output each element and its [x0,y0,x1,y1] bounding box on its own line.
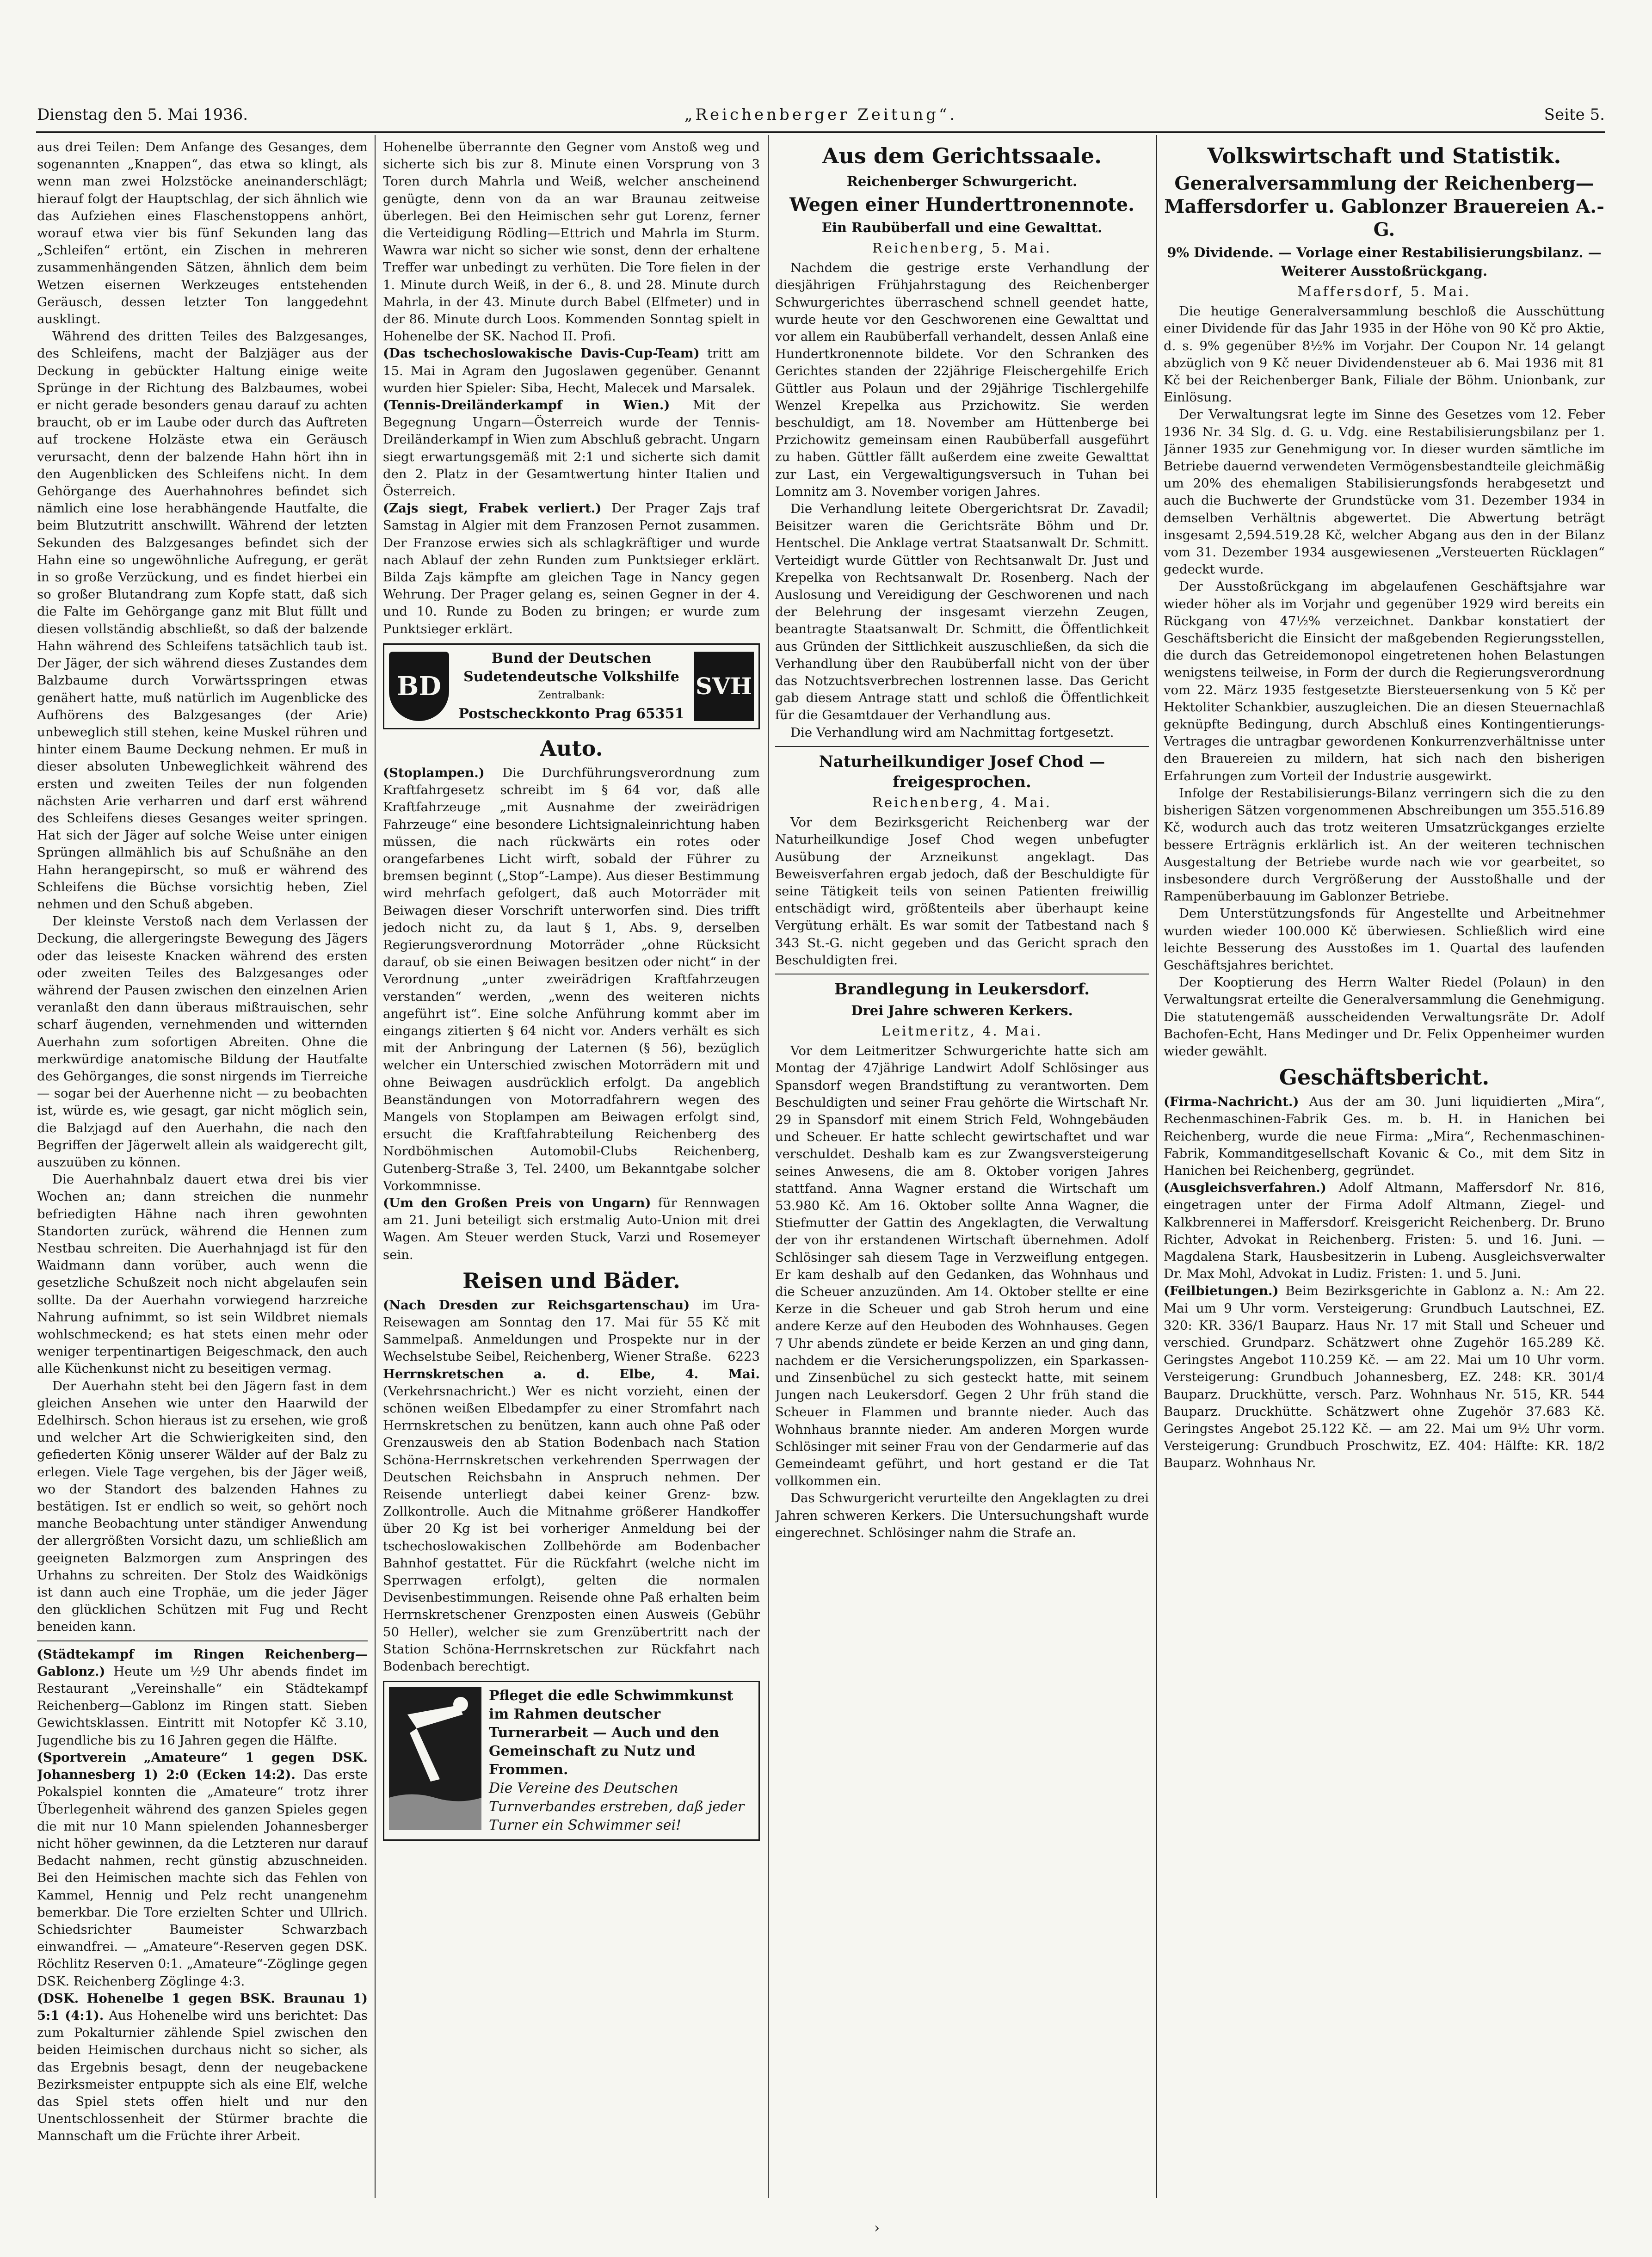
column-4 [1164,139,1605,2183]
section-title-auto: Auto. [540,735,603,761]
news-item [383,345,760,397]
news-item-text: tritt am 15. Mai in Agram den Jugoslawen gegenüber. Genannt wurden hier Spieler: Siba, Hecht, Malecek und Marsalek. [383,346,760,395]
ad-line: Sudetendeutsche Volkshilfe [463,668,679,685]
subheading: Drei Jahre schweren Kerkers. [851,1002,1073,1018]
header-page-number: Seite 5. [1544,105,1605,124]
section-title-business-report: Geschäftsbericht. [1279,1065,1490,1090]
news-item [383,1297,760,1366]
ad-line: Pfleget die edle Schwimmkunst [489,1688,734,1704]
article-headline: Generalversammlung der Reichenberg—Maffersdorfer u. Gablonzer Brauereien A.-G. [1164,173,1604,240]
article-paragraph: Der kleinste Verstoß nach dem Verlassen der Deckung, die allergeringste Bewegung des Jägers oder das leiseste Knacken während des ersten oder zweiten Teiles des Balzgesanges oder während der Pausen zwischen den einzelnen Arien veranlaßt den dann überaus mißtrauischen, sehr scharf äugenden, vernehmenden und witternden Auerhahn zum sofortigen Abreiten. Ohne die merkwürdige anatomische Bildung der Hautfalte des Gehörganges, die sonst nirgends im Tierreiche — sogar bei der Auerhenne nicht — zu beobachten ist, würde es, wie gesagt, gar nicht möglich sein, die Balzjagd auf den Auerhahn, die nach den Begriffen der Jägerwelt allein als waidgerecht gilt, auszuüben zu können. [37,914,368,1170]
column-2 [383,139,760,2183]
column-rule [375,135,376,2198]
column-rule [1156,135,1157,2198]
news-item [37,1990,368,2145]
ad-code: 6223 [727,1349,760,1364]
section-rule [775,746,1149,747]
section-rule [37,1640,368,1641]
article-paragraph: Der Ausstoßrückgang im abgelaufenen Geschäftsjahre war wieder höher als im Vorjahr und gegenüber 1929 wird bereits ein Rückgang von 47½% verzeichnet. Dankbar konstatiert der Geschäftsbericht die Einsicht der maßgebenden Regierungsstellen, die durch das Getreidemonopol eingetretenen hohen Belastungen wenigstens teilweise, in Form der durch die Regierungsverordnung vom 22. März 1935 festgesetzte Biersteuersenkung von 5 Kč per Hektoliter Schankbier, auszugleichen. Die an diesen Steuernachlaß geknüpfte Bedingung, durch Abschluß eines Kontingentierungs-Vertrages die untragbar gewordenen Konkurrenzverhältnisse unter den Brauereien zu mildern, hat sich nach den bisherigen Erfahrungen zum Vorteil der Industrie ausgewirkt. [1164,579,1605,783]
article-headline: Naturheilkundiger Josef Chod — freigesprochen. [819,752,1105,791]
article-paragraph: Die Auerhahnbalz dauert etwa drei bis vier Wochen an; dann streichen die nunmehr befriedigten Hähne nach ihren gewohnten Standorten zurück, während die Hennen zum Nestbau schreiten. Die Auerhahnjagd ist für den Waidmann dann vorüber, auch wenn die gesetzliche Schußzeit noch nicht abgelaufen sein sollte. Da der Auerhahn vorwiegend harzreiche Nahrung aufnimmt, so ist sein Wildbret niemals wohlschmeckend; es hat stets einen mehr oder weniger terpentinartigen Beigeschmack, den auch alle Küchenkunst nicht zu beseitigen vermag. [37,1172,368,1376]
article-paragraph: Die Verhandlung wird am Nachmittag fortgesetzt. [790,725,1114,740]
news-item [383,500,760,638]
news-item [37,1749,368,1990]
news-item-head: (DSK. Hohenelbe 1 gegen BSK. Braunau 1) 5:1 (4:1). [37,1991,368,2023]
article-paragraph: Nachdem die gestrige erste Verhandlung der diesjährigen Frühjahrstagung des Reichenberger Schwurgerichtes überraschend schnell geendet hatte, wurde heute vor den Geschworenen eine Gewalttat und vor allem ein Raubüberfall verhandelt, dessen Anlaß eine Hundertkronennote bildete. Vor den Schranken des Gerichtes standen der 22jährige Fleischergehilfe Erich Güttler aus Polaun und der 29jährige Tischlergehilfe Wenzel Krepelka aus Przichowitz. Sie werden beschuldigt, am 18. November am Hüttenberge bei Przichowitz gemeinsam einen Raubüberfall ausgeführt zu haben. Güttler fällt außerdem eine zweite Gewalttat zur Last, ein Vergewaltigungsversuch in Tuhan bei Lomnitz am 3. November vorigen Jahres. [775,260,1149,499]
shield-logo-icon: BD [389,652,449,721]
article-paragraph: Infolge der Restabilisierungs-Bilanz verringern sich die zu den bisherigen Sätzen vorgenommenen Abschreibungen um 355.516.89 Kč, wodurch auch das trotz weiteren Umsatzrückganges erzielte bessere Erträgnis erklärlich ist. An der weiteren technischen Ausgestaltung der Betriebe wurde nach wie vor gearbeitet, so insbesondere durch Vergrößerung der Ausstoßhalle und der Rampenüberbauung im Gablonzer Betriebe. [1164,785,1605,904]
article-paragraph: aus drei Teilen: Dem Anfange des Gesanges, dem sogenannten „Knappen“, das etwa so klingt, als wenn man zwei Holzstöcke aneinanderschlägt; hierauf folgt der Hauptschlag, der sich ähnlich wie das Aufziehen eines Flaschenstoppens anhört, worauf etwa vier bis fünf Sekunden lang das „Schleifen“ ertönt, ein Zischen in mehreren zusammenhängenden Sätzen, ähnlich dem beim Wetzen eisernen Werkzeuges entstehenden Geräusch, dessen letzter Ton langgedehnt ausklingt. [37,140,368,327]
emblem-logo-icon: SVH [694,652,754,721]
dateline: Reichenberg, 5. Mai. [872,240,1052,256]
ad-line: Zentralbank: [538,689,605,701]
article-paragraph: Der Auerhahn steht bei den Jägern fast in dem gleichen Ansehen wie unter den Haarwild der Edelhirsch. Schon hieraus ist zu ersehen, wie groß und welcher Art die Schwierigkeiten sind, den gefiederten König unserer Wälder auf der Balz zu erlegen. Viele Tage vergehen, bis der Jäger weiß, wo der Standort des balzenden Hahnes zu bestätigen. Ist er endlich so weit, so gehört noch manche Beobachtung unter ständiger Anwendung der allergrößten Vorsicht dazu, um schließlich am geeigneten Balzmorgen zum Anspringen des Urhahns zu schreiten. Der Stolz des Waidkönigs ist dann auch eine Trophäe, um die jeder Jäger den glücklichen Schützen mit Fug und Recht beneiden kann. [37,1378,368,1634]
news-item-head: (Sportverein „Amateure“ 1 gegen DSK. Johannesberg 1) 2:0 (Ecken 14:2). [37,1750,368,1782]
news-item-head: (Nach Dresden zur Reichsgartenschau) [383,1297,690,1313]
news-item-head: (Tennis-Dreiländerkampf in Wien.) [383,398,670,413]
article-paragraph: Hohenelbe überrannte den Gegner vom Anstoß weg und sicherte sich bis zur 8. Minute einen Vorsprung von 3 Toren durch Mahrla und Weiß, welcher anscheinend genügte, denn von da an war Braunau zeitweise überlegen. Bei den Heimischen sehr gut Lorenz, ferner die Verteidigung Rödling—Ettrich und Mahrla im Sturm. Wawra war nicht so sicher wie sonst, denn der erhaltene Treffer war unbedingt zu verhüten. Die Tore fielen in der 1. Minute durch Weiß, in der 6., 8. und 28. Minute durch Mahrla, in der 43. Minute durch Babel (Elfmeter) und in der 86. Minute durch Loos. Kommenden Sonntag spielt in Hohenelbe der SK. Nachod II. Profi. [383,140,760,344]
section-title-court: Aus dem Gerichtssaale. [822,143,1102,168]
news-item [1164,1179,1605,1283]
subheading: Reichenberger Schwurgericht. [846,173,1078,189]
article-paragraph: Dem Unterstützungsfonds für Angestellte und Arbeitnehmer wurden wieder 100.000 Kč überwiesen. Schließlich wird eine leichte Besserung des Ausstoßes im 1. Quartal des laufenden Geschäftsjahres berichtet. [1164,906,1605,973]
article-paragraph: Vor dem Leitmeritzer Schwurgerichte hatte sich am Montag der 47jährige Landwirt Adolf Schlösinger aus Spansdorf wegen Brandstiftung zu verantworten. Dem Beschuldigten und seiner Frau gehörte die Wirtschaft Nr. 29 in Spansdorf mit einem Strich Feld, Wohngebäuden und Scheuer. Er hatte schlecht gewirtschaftet und war verschuldet. Deshalb kam es zur Zwangsversteigerung seines Anwesens, die am 8. Oktober vorigen Jahres stattfand. Anna Wagner erstand die Wirtschaft um 53.980 Kč. Am 16. Oktober sollte Anna Wagner, die Stiefmutter der Gattin des Angeklagten, die Verwaltung der von ihr erstandenen Wirtschaft übernehmen. Adolf Schlösinger sah diesem Tage in Verzweiflung entgegen. Er kam deshalb auf den Gedanken, das Wohnhaus und die Scheuer anzuzünden. Am 14. Oktober stellte er eine Kerze in die Scheuer und gab Stroh herum und eine andere Kerze auf den Heuboden des Wohnhauses. Gegen 7 Uhr abends zündete er beide Kerzen an und ging dann, nachdem er die Versicherungspolizzen, ein Sparkassen- und Zinsenbüchel zu sich gesteckt hatte, mit seinem Jungen nach Leukersdorf. Gegen 2 Uhr früh stand die Scheuer in Flammen und brannte nieder. Auch das Wohnhaus brannte nieder. Am anderen Morgen wurde Schlösinger mit seiner Frau von der Gendarmerie auf das Gemeindeamt geführt, und hort gestand er die Tat vollkommen ein. [775,1043,1149,1489]
news-item [383,1366,760,1676]
news-item-text: für Rennwagen am 21. Juni beteiligt sich erstmalig Auto-Union mit drei Wagen. Am Steuer werden Stuck, Varzi und Rosemeyer sein. [383,1195,760,1262]
ad-line: Die Vereine des Deutschen Turnverbandes erstreben, daß jeder Turner ein Schwimmer sei! [489,1780,745,1834]
article-paragraph: Der Verwaltungsrat legte im Sinne des Gesetzes vom 12. Feber 1936 Nr. 34 Slg. d. G. u. Vdg. eine Restabilisierungsbilanz per 1. Jänner 1935 zur Genehmigung vor. In dieser wurden sämtliche im Betriebe dauernd verwendeten Vermögensbestandteile gleichmäßig um 20% des ehemaligen Stabilisierungsfonds herabgesetzt und auch die Buchwerte der Grundstücke vom 31. Dezember 1934 in demselben Verhältnis abgewertet. Die Abwertung beträgt insgesamt 2,594.519.28 Kč, welcher Abgang aus den in der Bilanz vom 31. Dezember 1934 ausgewiesenen „Versteuerten Rücklagen“ gedeckt wurde. [1164,407,1605,577]
subheading: 9% Dividende. — Vorlage einer Restabilisierungsbilanz. — Weiterer Ausstoßrückgang. [1167,245,1602,279]
footer-mark: › [874,2220,880,2236]
news-item-head: Herrnskretschen a. d. Elbe, 4. Mai. [383,1366,760,1381]
news-item-head: (Feilbietungen.) [1164,1283,1279,1299]
news-item [1164,1283,1605,1472]
article-paragraph: Vor dem Bezirksgericht Reichenberg war der Naturheilkundige Josef Chod wegen unbefugter Ausübung der Arzneikunst angeklagt. Das Beweisverfahren ergab jedoch, daß der Beschuldigte für seine Tätigkeit teils von seinen Patienten freiwillig entschädigt wird, größtenteils aber überhaupt keine Vergütung erhält. Es war somit der Tatbestand nach § 343 St.-G. nicht gegeben und das Gericht sprach den Beschuldigten frei. [775,815,1149,968]
news-item [37,1646,368,1749]
article-paragraph: Das Schwurgericht verurteilte den Angeklagten zu drei Jahren schweren Kerkers. Die Untersuchungshaft wurde eingerechnet. Schlösinger nahm die Strafe an. [775,1491,1149,1540]
news-item-text: Der Prager Zajs traf Samstag in Algier mit dem Franzosen Pernot zusammen. Der Franzose erwies sich als schlagkräftiger und wurde nach Ablauf der zehn Runden zum Punktsieger erklärt. Bilda Zajs kämpfte am gleichen Tage in Nancy gegen Wehrung. Der Prager gelang es, seinen Gegner in der 4. und 10. Runde zu Boden zu bringen; er wurde zum Punktsieger erklärt. [383,501,760,636]
dateline: Leitmeritz, 4. Mai. [881,1023,1043,1039]
news-item-text: Heute um ½9 Uhr abends findet im Restaurant „Vereinshalle“ ein Städtekampf Reichenberg—Gablonz im Ringen statt. Sieben Gewichtsklassen. Eintritt mit Notopfer Kč 3.10, Jugendliche bis zu 16 Jahren gegen die Hälfte. [37,1664,368,1748]
news-item-text: Mit der Begegnung Ungarn—Österreich wurde der Tennis-Dreiländerkampf in Wien zum Abschluß gebracht. Ungarn siegt erwartungsgemäß mit 2:1 und sicherte sich damit den 2. Platz in der Gesamtwertung hinter Italien und Österreich. [383,398,760,499]
news-item-text: Aus Hohenelbe wird uns berichtet: Das zum Pokalturnier zählende Spiel zwischen den beiden Heimischen durchaus nicht so sicher, als das Ergebnis besagt, denn der neugebackene Bezirksmeister entpuppte sich als eine Elf, welche das Spiel stets offen hielt und nur den Unentschlossenheit der Stürmer brachte die Mannschaft um die Früchte ihrer Arbeit. [37,2008,368,2144]
news-item [383,1195,760,1264]
article-paragraph: Der Kooptierung des Herrn Walter Riedel (Polaun) in den Verwaltungsrat erteilte die Generalversammlung die Genehmigung. Die statutengemäß ausscheidenden Verwaltungsräte Dr. Adolf Bachofen-Echt, Hans Medinger und Dr. Felix Oppenheimer wurden wieder gewählt. [1164,975,1605,1059]
news-item [383,765,760,1195]
news-item-head: (Zajs siegt, Frabek verliert.) [383,501,602,516]
article-headline: Brandlegung in Leukersdorf. [834,980,1090,999]
news-item-text: im Ura-Reisewagen am Sonntag den 17. Mai für 55 Kč mit Sammelpaß. Anmeldungen und Prospekte nur in der Wechselstube Seibel, Reichenberg, Wiener Straße. [383,1297,760,1364]
header-paper-title: „Reichenberger Zeitung“. [684,105,958,124]
news-item [1164,1093,1605,1179]
section-title-economy: Volkswirtschaft und Statistik. [1207,143,1561,168]
ad-text [489,1687,754,1835]
section-title-travel: Reisen und Bäder. [462,1268,680,1293]
news-item-text: Aus der am 30. Juni liquidierten „Mira“, Rechenmaschinen-Fabrik Ges. m. b. H. in Hanichen bei Reichenberg, wurde die neue Firma: „Mira“, Rechenmaschinen-Fabrik, Kommanditgesellschaft Kovanic & Co., mit dem Sitz in Hanichen bei Reichenberg, gegründet. [1164,1094,1605,1178]
news-item-head: (Ausgleichsverfahren.) [1164,1180,1326,1196]
column-3 [775,139,1149,2183]
ad-text [456,649,686,723]
news-item-text: (Verkehrsnachricht.) Wer es nicht vorzieht, einen der schönen weißen Elbedampfer zu einer Stromfahrt nach Herrnskretschen zu benützen, kann auch ohne Paß oder Grenzausweis den ab Station Bodenbach nach Station Schöna-Herrnskretschen verkehrenden Sperrwagen der Deutschen Reichsbahn in Anspruch nehmen. Der Reisende unterliegt dabei keiner Grenz- bzw. Zollkontrolle. Auch die Mitnahme größerer Handkoffer über 20 Kg ist bei vorheriger Anmeldung bei der tschechoslowakischen Zollbehörde am Bodenbacher Bahnhof gestattet. Für die Rückfahrt (welche nicht im Sperrwagen erfolgt), gelten die normalen Devisenbestimmungen. Reisende ohne Paß erhalten beim Herrnskretschener Grenzposten einen Ausweis (Gebühr 50 Heller), welcher sie zum Grenzübertritt nach der Station Schöna-Herrnskretschen zur Rückfahrt nach Bodenbach berechtigt. [383,1383,760,1674]
article-paragraph: Während des dritten Teiles des Balzgesanges, des Schleifens, macht der Balzjäger aus der Deckung in gebückter Haltung einige weite Sprünge in der Richtung des Balzbaumes, wobei er nicht gerade besonders genau darauf zu achten braucht, ob er im Laube oder durch das Auftreten auf trockene Holzäste etwa ein Geräusch verursacht, denn der balzende Hahn hört ihn in den Augenblicken des Schleifens nicht. In dem Gehörgange des Auerhahnohres befindet sich nämlich eine lose herabhängende Hautfalte, die beim Blutzutritt anschwillt. Während der letzten Sekunden des Balzgesanges befindet sich der Hahn eine so ungewöhnliche Aufregung, er gerät in so große Verzückung, und es findet hierbei ein so großer Blutandrang zum Kopfe statt, daß sich die Falte im Gehörgange ganz mit Blut füllt und diesen vollständig abschließt, so daß der balzende Hahn während des Schleifens tatsächlich taub ist. Der Jäger, der sich während dieses Zustandes dem Balzbaume durch Vorwärtsspringen etwas genähert hatte, muß natürlich im Augenblicke des Aufhörens des Balzgesanges (der Arie) unbeweglich still stehen, keine Muskel rühren und hinter einem Baume Deckung nehmen. Er muß in dieser absoluten Unbeweglichkeit während des ersten und zweiten Teiles der nun folgenden nächsten Arie verharren und darf erst während des Schleifens dieses Gesanges weiter springen. Hat sich der Jäger auf solche Weise unter einigen Sprüngen allmählich bis auf Schußnähe an den Hahn herangepirscht, so muß er während des Schleifens die Büchse vorsichtig heben, Ziel nehmen und den Schuß abgeben. [37,329,368,912]
news-item-head: (Das tschechoslowakische Davis-Cup-Team) [383,346,700,361]
news-item-head: (Um den Großen Preis von Ungarn) [383,1195,651,1210]
news-item-head: (Stoplampen.) [383,765,485,780]
ad-line: Postscheckkonto Prag 65351 [458,705,684,722]
article-headline: Wegen einer Hunderttronennote. [789,194,1135,216]
news-item-head: (Städtekampf im Ringen Reichenberg—Gablonz.) [37,1646,368,1679]
news-item-text: Beim Bezirksgerichte in Gablonz a. N.: Am 22. Mai um 9 Uhr vorm. Versteigerung: Grundbuch Lautschnei, EZ. 320: KR. 336/1 Bauparz. Haus Nr. 17 mit Stall und Scheuer und verschied. Grundparz. Schätzwert ohne Zugehör 165.289 Kč. Geringstes Angebot 110.259 Kč. — am 22. Mai um 10 Uhr vorm. Versteigerung: Grundbuch Johannesberg, EZ. 248: KR. 301/4 Bauparz. Druckhütte, versch. Parz. Wohnhaus Nr. 515, KR. 544 Bauparz. Druckhütte. Schätzwert ohne Zugehör 37.683 Kč. Geringstes Angebot 25.122 Kč. — am 22. Mai um 9½ Uhr vorm. Versteigerung: Grundbuch Proschwitz, EZ. 404: Hälfte: KR. 18/2 Bauparz. Wohnhaus Nr. [1164,1283,1605,1471]
page-header [37,101,1605,129]
subheading: Ein Raubüberfall und eine Gewalttat. [821,220,1103,235]
swimmer-illustration-icon [389,1687,481,1830]
header-date: Dienstag den 5. Mai 1936. [37,105,248,124]
column-rule [768,135,769,2198]
news-item-text: Das erste Pokalspiel konnten die „Amateure“ trotz ihrer Überlegenheit während des ganzen Spieles gegen die mit nur 10 Mann spielenden Johannesberger nicht höher gewinnen, da die Letzteren nur darauf Bedacht nahmen, recht günstig abzuschneiden. Bei den Heimischen machte sich das Fehlen von Kammel, Hennig und Pelz recht unangenehm bemerkbar. Die Tore erzielten Schter und Ullrich. Schiedsrichter Baumeister Schwarzbach einwandfrei. — „Amateure“-Reserven gegen DSK. Röchlitz Reserven 0:1. „Amateure“-Zöglinge gegen DSK. Reichenberg Zöglinge 4:3. [37,1767,368,1989]
dateline: Reichenberg, 4. Mai. [872,794,1052,810]
column-1 [37,139,368,2183]
dateline: Maffersdorf, 5. Mai. [1297,284,1471,299]
advertisement-swimming [383,1681,760,1841]
header-rule [36,131,1605,133]
news-item-head: (Firma-Nachricht.) [1164,1094,1299,1110]
news-item-text: Die Durchführungsverordnung zum Kraftfahrgesetz schreibt im § 64 vor, daß alle Kraftfahrzeuge „mit Ausnahme der zweirädrigen Fahrzeuge“ eine besondere Lichtsignaleinrichtung haben müssen, die nach rückwärts ein rotes oder orangefarbenes Licht wirft, sobald der Führer zu bremsen beginnt („Stop“-Lampe). Aus dieser Bestimmung wird mehrfach gefolgert, daß auch Motorräder mit Beiwagen dieser Vorschrift unterworfen sind. Dies trifft jedoch nicht zu, da laut § 1, Abs. 9, derselben Regierungsverordnung Motorräder „ohne Rücksicht darauf, ob sie einen Beiwagen besitzen oder nicht“ in der Verordnung „unter zweirädrigen Kraftfahrzeugen verstanden“ werden, „wenn des weiteren nichts angeführt ist“. Eine solche Anführung kommt aber im eingangs zitierten § 64 nicht vor. Anders verhält es sich mit der Anbringung der Laternen (§ 56), bezüglich welcher ein Unterschied zwischen Motorrädern mit und ohne Beiwagen ausdrücklich erfolgt. Da angeblich Beanständungen von Motorradfahrern wegen des Mangels von Stoplampen am Beiwagen erfolgt sind, ersucht die Kraftfahrabteilung Reichenberg des Nordböhmischen Automobil-Clubs Reichenberg, Gutenberg-Straße 3, Tel. 2400, um Bekanntgabe solcher Vorkommnisse. [383,765,760,1193]
ad-line: im Rahmen deutscher Turnerarbeit — Auch und den Gemeinschaft zu Nutz und Frommen. [489,1706,719,1778]
article-paragraph: Die heutige Generalversammlung beschloß die Ausschüttung einer Dividende für das Jahr 1935 in der Höhe von 90 Kč pro Aktie, d. s. 9% gegenüber 8½% im Vorjahr. Der Coupon Nr. 14 gelangt abzüglich von 9 Kč neuer Dividendensteuer ab 6. Mai 1936 mit 81 Kč bei der Reichenberger Bank, Filiale der Böhm. Unionbank, zur Einlösung. [1164,304,1605,405]
advertisement-volkshilfe [383,643,760,729]
article-paragraph: Die Verhandlung leitete Obergerichtsrat Dr. Zavadil; Beisitzer waren die Gerichtsräte Böhm und Dr. Hentschel. Die Anklage vertrat Staatsanwalt Dr. Schmitt. Verteidigt wurde Güttler von Rechtsanwalt Dr. Just und Krepelka von Rechtsanwalt Dr. Rosenberg. Nach der Auslosung und Vereidigung der Geschworenen und nach der Belehrung der insgesamt vierzehn Zeugen, beantragte Staatsanwalt Dr. Schmitt, die Öffentlichkeit aus Gründen der Sittlichkeit auszuschließen, da sich die Verhandlung über den Raubüberfall nicht von der über das Notzuchtsverbrechen lostrennen lasse. Das Gericht gab diesem Antrage statt und schloß die Öffentlichkeit für die Gesamtdauer der Verhandlung aus. [775,501,1149,723]
news-item-text: Adolf Altmann, Maffersdorf Nr. 816, eingetragen unter der Firma Adolf Altmann, Ziegel- und Kalkbrennerei in Maffersdorf. Kreisgericht Reichenberg. Dr. Bruno Richter, Advokat in Reichenberg. Fristen: 5. und 16. Juni. — Magdalena Stark, Hausbesitzerin in Lubeng. Ausgleichsverwalter Dr. Max Mohl, Advokat in Ludiz. Fristen: 1. und 5. Juni. [1164,1180,1605,1282]
ad-line: Bund der Deutschen [491,650,652,666]
news-item [383,397,760,500]
